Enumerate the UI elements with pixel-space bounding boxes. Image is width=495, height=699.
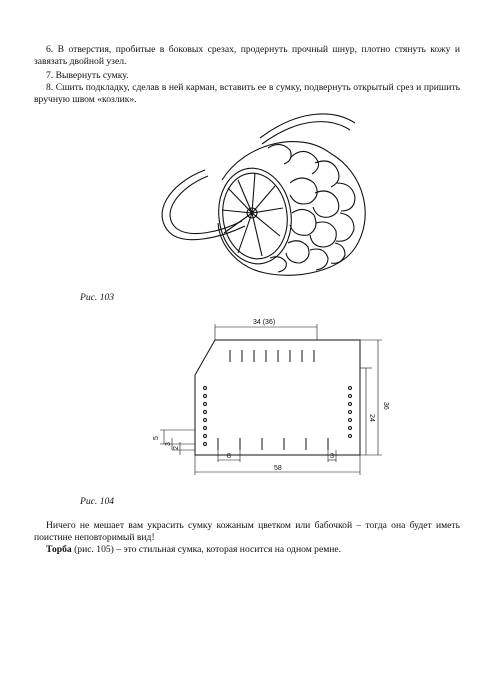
figure-104-caption: Рис. 104: [80, 496, 115, 507]
decoration-paragraph: [34, 520, 460, 544]
dim-slot-spacing: 8: [227, 453, 231, 460]
step-7-text: 7. Вывернуть сумку.: [46, 70, 129, 81]
step-6-text: 6. В отверстия, пробитые в боковых срезах, продернуть прочный шнур, плотно стянуть кожу и завязать двойной узел.: [34, 44, 460, 67]
dim-bottom: 58: [274, 465, 282, 472]
bag-illustration: [150, 108, 390, 288]
dim-left-3: 3: [165, 442, 172, 446]
dim-edge-offset: 3: [330, 453, 334, 460]
torba-text: (рис. 105) – это стильная сумка, которая носится на одном ремне.: [71, 544, 342, 555]
pattern-drawing: [150, 310, 390, 480]
figure-103-caption: Рис. 103: [80, 292, 115, 303]
dim-left-2: 2: [173, 446, 180, 450]
step-8-text: 8. Сшить подкладку, сделав в ней карман, вставить ее в сумку, подвернуть открытый срез и пришить вручную швом «козлик».: [34, 82, 460, 105]
torba-paragraph: [34, 544, 460, 556]
dim-height: 36: [382, 402, 389, 410]
instruction-step-6: [34, 44, 460, 68]
instruction-step-8: [34, 82, 460, 106]
dim-left-5: 5: [153, 436, 160, 440]
dim-top: 34 (36): [253, 319, 276, 326]
instruction-step-7: [34, 70, 460, 82]
decoration-text: Ничего не мешает вам украсить сумку кожаным цветком или бабочкой – тогда она будет иметь поистине неповторимый вид!: [34, 520, 460, 543]
dim-inner-height: 24: [368, 414, 375, 422]
torba-term: Торба: [46, 544, 72, 555]
